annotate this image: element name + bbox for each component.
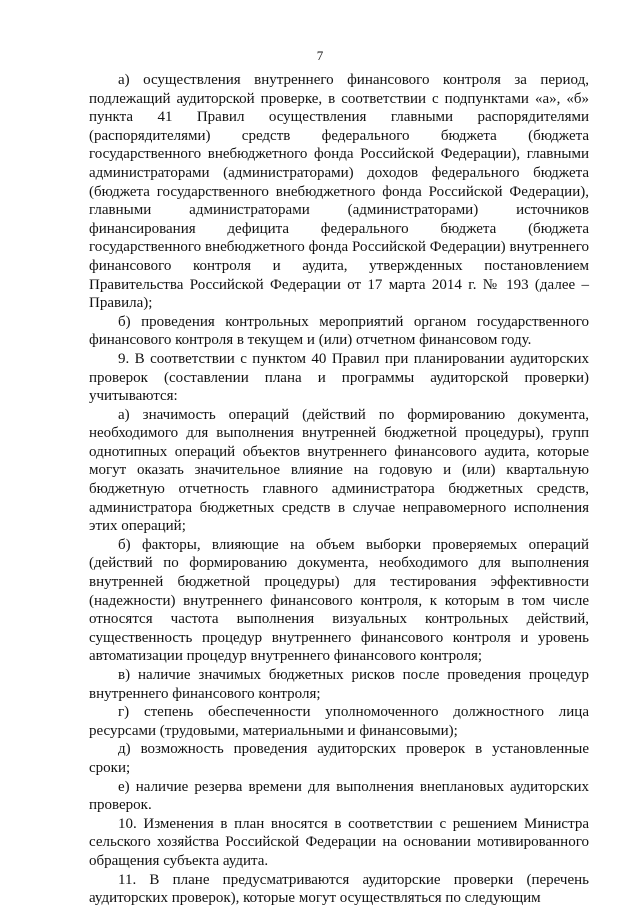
paragraph-9a: а) значимость операций (действий по формированию документа, необходимого для выполнения внутренней бюджетной процедуры), групп однотипных операций объектов внутреннего финансового аудита, которые могут оказать значительное влияние на годовую и (или) квартальную бюджетную отчетность главного администратора бюджетных средств, администратора бюджетных средств в случае неправомерного исполнения этих операций; [89,406,589,535]
document-body [89,71,589,908]
paragraph-9e: е) наличие резерва времени для выполнения внеплановых аудиторских проверок. [89,778,589,814]
paragraph-11: 11. В плане предусматриваются аудиторские проверки (перечень аудиторских проверок), которые могут осуществляться по следующим [89,871,589,907]
paragraph-9: 9. В соответствии с пунктом 40 Правил при планировании аудиторских проверок (составлении плана и программы аудиторской проверки) учитываются: [89,350,589,405]
page-number: 7 [316,48,324,63]
paragraph-9g: г) степень обеспеченности уполномоченного должностного лица ресурсами (трудовыми, материальными и финансовыми); [89,704,589,739]
paragraph-9v: в) наличие значимых бюджетных рисков после проведения процедур внутреннего финансового контроля; [89,667,589,702]
paragraph-9d: д) возможность проведения аудиторских проверок в установленные сроки; [89,741,589,776]
paragraph-10: 10. Изменения в план вносятся в соответствии с решением Министра сельского хозяйства Российской Федерации на основании мотивированного обращения субъекта аудита. [89,815,589,869]
paragraph-8a: а) осуществления внутреннего финансового контроля за период, подлежащий аудиторской проверке, в соответствии с подпунктами «а», «б» пункта 41 Правил осуществления главными распорядителями (распорядителями) средств федерального бюджета (бюджета государственного внебюджетного фонда Российской Федерации), главными администраторами (администраторами) доходов федерального бюджета (бюджета государственного внебюджетного фонда Российской Федерации), главными администраторами (администраторами) источников финансирования дефицита федерального бюджета (бюджета государственного внебюджетного фонда Российской Федерации) внутреннего финансового контроля и аудита, утвержденных постановлением Правительства Российской Федерации от 17 марта 2014 г. № 193 (далее – Правила); [89,72,589,312]
paragraph-8b: б) проведения контрольных мероприятий органом государственного финансового контроля в текущем и (или) отчетном финансовом году. [89,313,589,349]
paragraph-9b: б) факторы, влияющие на объем выборки проверяемых операций (действий по формированию документа, необходимого для выполнения внутренней бюджетной процедуры) для тестирования эффективности (надежности) внутреннего финансового контроля, к которым в том числе относятся частота выполнения визуальных контрольных действий, существенность процедур внутреннего финансового контроля и уровень автоматизации процедур внутреннего финансового контроля; [89,536,589,665]
